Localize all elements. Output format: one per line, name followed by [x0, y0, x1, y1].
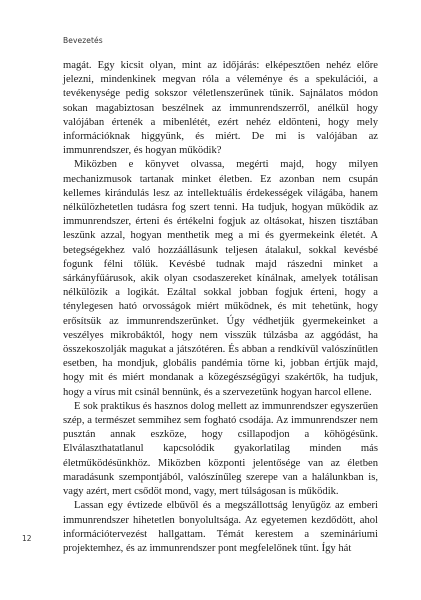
paragraph: Lassan egy évtizede elbűvöl és a megszállottság lenyűgöz az emberi immunrendszer hihetetlen bonyolultsága. Az egyetemen kezdődött, ahol információtervezést hallgattam. Témát kerestem a szemináriumi projektemhez, és az immunrendszer pont megfelelőnek tűnt. Így hát [63, 500, 378, 554]
page-number: 12 [22, 534, 32, 543]
running-head-title: Bevezetés [63, 36, 103, 45]
paragraph: Miközben e könyvet olvassa, megérti majd, hogy milyen mechanizmusok tartanak minket életben. Ez azonban nem csupán kellemes kirándulás lesz az intellektuális érdekességek világába, hanem nélkülözhetetlen tudásra fog szert tenni. Ha tudjuk, hogyan működik az immunrendszer, érteni és értékelni fogjuk az oltásokat, hiszen tisztában leszünk azzal, hogyan menthetik meg a mi és gyermekeink életét. A betegségekhez való hozzáállásunk teljesen átalakul, sokkal kevésbé fogunk félni tőlük. Kevésbé tudnak majd rászedni minket a sárkányfűárusok, akik olyan csodaszereket kínálnak, amelyek totálisan nélkülözik a logikát. Ezáltal sokkal jobban fogjuk érteni, hogy a ténylegesen ható orvosságok miért működnek, és mit tehetünk, hogy erősítsük az immunrendszerünket. Úgy védhetjük gyermekeinket a veszélyes mikrobáktól, hogy nem visszük túlzásba az aggódást, ha összekoszolják magukat a játszótéren. És abban a rendkívül valószínűtlen esetben, ha mondjuk, globális pandémia törne ki, jobban értjük majd, hogy mit és miért mondanak a közegészségügyi szakértők, ha tudjuk, hogy a vírus mit csinál bennünk, és a szervezetünk hogyan harcol ellene. [63, 159, 378, 398]
paragraph: E sok praktikus és hasznos dolog mellett az immunrendszer egyszerűen szép, a természet semmihez sem fogható csodája. Az immunrendszer nem pusztán annak eszköze, hogy csillapodjon a köhögésünk. Elválaszthatatlanul kapcsolódik gyakorlatilag minden más életműködésünkhöz. Miközben központi jelentősége van az életben maradásunk szempontjából, valószínűleg szerepe van a halálunkban is, vagy azért, mert csődöt mond, vagy, mert túlságosan is működik. [63, 400, 378, 498]
paragraph: magát. Egy kicsit olyan, mint az időjárás: elképesztően nehéz előre jelezni, mindenkinek megvan róla a véleménye és a spekulációi, a tevékenysége pedig sokszor véletlenszerűnek tűnik. Sajnálatos módon sokan magabiztosan beszélnek az immunrendszerről, anélkül hogy valójában értenék a mibenlétét, ezért nehéz eldönteni, hogy mely információknak higgyünk, és miért. De mi is valójában az immunrendszer, és hogyan működik? [63, 60, 378, 157]
body-text [63, 59, 378, 556]
